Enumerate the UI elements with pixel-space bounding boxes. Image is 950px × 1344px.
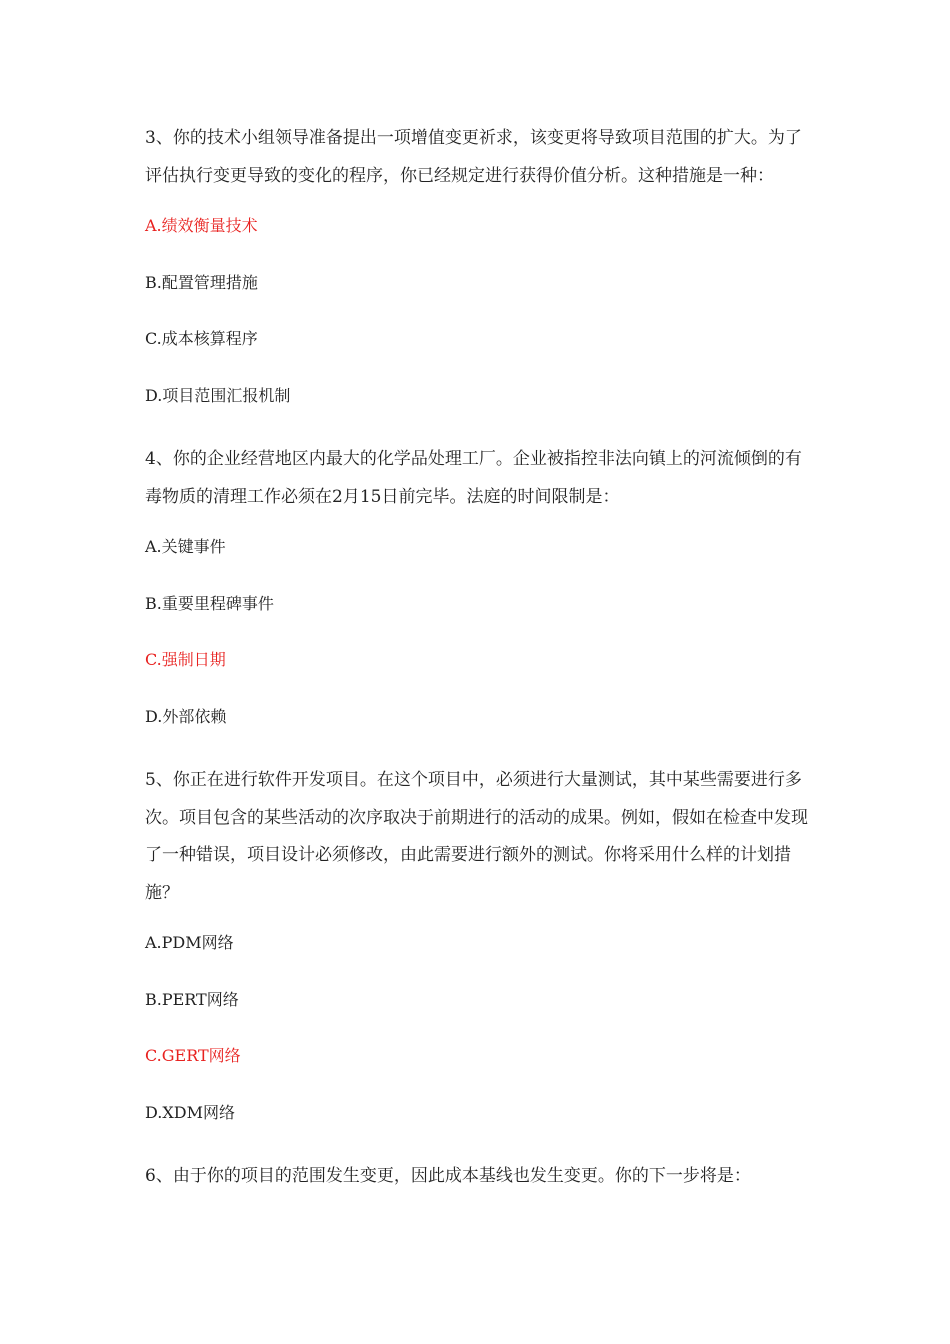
option-5c: C.GERT网络 — [145, 1046, 241, 1065]
document-page — [145, 120, 815, 1216]
option-4c: C.强制日期 — [145, 650, 226, 669]
option-5d: D.XDM网络 — [145, 1102, 235, 1122]
option-3c: C.成本核算程序 — [145, 329, 258, 348]
option-4b: B.重要里程碑事件 — [145, 593, 274, 613]
option-5a: A.PDM网络 — [145, 933, 234, 952]
question-5: 5、你正在进行软件开发项目。在这个项目中，必须进行大量测试，其中某些需要进行多次。项目包含的某些活动的次序取决于前期进行的活动的成果。例如，假如在检查中发现了一种错误，项目设计必须修改，由此需要进行额外的测试。你将采用什么样的计划措施？ — [145, 770, 808, 903]
option-4d: D.外部依赖 — [145, 706, 227, 726]
option-3d: D.项目范围汇报机制 — [145, 385, 291, 405]
option-4a: A.关键事件 — [145, 537, 226, 556]
question-3: 3、你的技术小组领导准备提出一项增值变更祈求，该变更将导致项目范围的扩大。为了评估执行变更导致的变化的程序，你已经规定进行获得价值分析。这种措施是一种： — [145, 128, 802, 186]
question-6: 6、由于你的项目的范围发生变更，因此成本基线也发生变更。你的下一步将是： — [145, 1166, 751, 1186]
option-3a: A.绩效衡量技术 — [145, 216, 258, 235]
option-3b: B.配置管理措施 — [145, 272, 258, 292]
option-5b: B.PERT网络 — [145, 989, 239, 1009]
question-4: 4、你的企业经营地区内最大的化学品处理工厂。企业被指控非法向镇上的河流倾倒的有毒物质的清理工作必须在2月15日前完毕。法庭的时间限制是： — [145, 449, 802, 507]
